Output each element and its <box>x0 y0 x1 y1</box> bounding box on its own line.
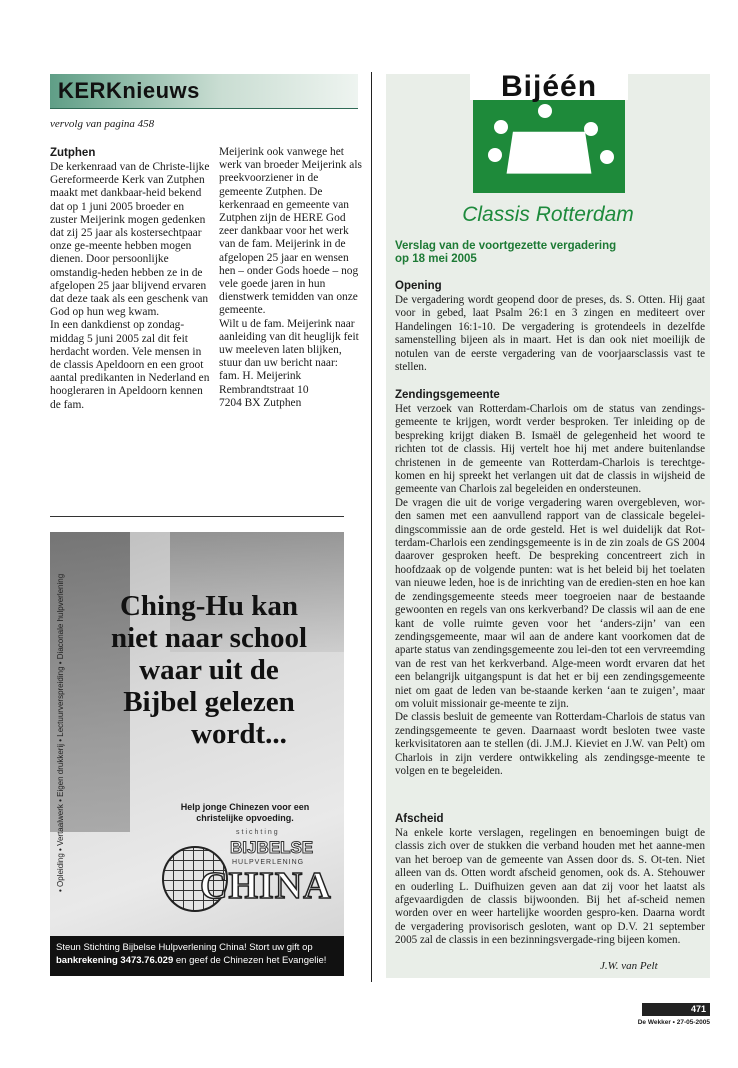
opening-text <box>395 294 705 374</box>
advertisement <box>50 532 344 976</box>
ad-headline-line: niet naar school <box>110 622 308 654</box>
bank-account: bankrekening 3473.76.029 <box>56 955 174 966</box>
ad-footer-line: Steun Stichting Bijbelse Hulpverlening China! Stort uw gift op <box>56 942 313 953</box>
heading-zendingsgemeente: Zendingsgemeente <box>395 389 500 401</box>
logo-text: Bijéén <box>500 70 598 103</box>
ad-headline <box>78 590 340 750</box>
signature: J.W. van Pelt <box>600 960 658 972</box>
report-title-line: op 18 mei 2005 <box>395 253 477 265</box>
ad-footer <box>50 936 344 976</box>
paragraph: De classis besluit de gemeente van Rotterdam-Charlois de status van zendingsgemeente te geven. Daarnaast wordt besloten twee vaste kerkvisitatoren aan te stellen (di. J.M.J. Kieviet en J.W. van Pelt) om Charlois in zijn verdere ontwikkeling als zendingsge-meente te volgen en te begeleiden. <box>395 711 705 777</box>
address-line: Rembrandtstraat 10 <box>219 383 309 396</box>
afscheid-text <box>395 827 705 948</box>
report-title <box>395 240 695 266</box>
paragraph: Meijerink ook vanwege het werk van broeder Meijerink als preekvoorziener in de gemeente Zutphen. De kerkenraad en gemeente van Zutphen zijn de HERE God zeer dankbaar voor het werk van de fam. Meijerink in de afgelopen 25 jaar en wensen hen – onder Gods hoede – nog vele goede jaren in hun dienstwerk temidden van onze gemeente. <box>219 146 362 317</box>
article-heading: Zutphen <box>50 147 96 159</box>
article-column-2 <box>219 146 364 410</box>
paragraph: De kerkenraad van de Christe-lijke Gereformeerde Kerk van Zutphen maakt met dankbaar-heid bekend dat op 1 juni 2005 broeder en zuster Meijerink mogen gedenken dat zij 25 jaar als kostersechtpaar onze ge-meente hebben mogen dienen. Door persoonlijke omstandig-heden hebben ze in de afgelopen 25 jaar blijvend ervaren dat deze taak als een geschenk van God op hun weg kwam. <box>50 161 210 319</box>
report-title-line: Verslag van de voortgezette vergadering <box>395 240 617 252</box>
person-icon <box>494 120 508 134</box>
paragraph: Na enkele korte verslagen, regelingen en benoemingen buigt de classis zich over de stukken die verband houden met het aanne-men van het beroep van de gemeente van Assen door ds. S. Ot-ten. Niet alleen van ds. Otten wordt afscheid genomen, ook ds. A. Stehouwer en ouderling L. Duifhuizen geven aan dat zij voor het laatst als afgevaardigden de classis bijwoonden. Bij het af-scheid nemen worden over en weer hartelijke woorden gespro-ken. Daarna wordt de vergadering provisorisch gesloten, want op D.V. 21 september 2005 zal de classis in een bezinningsvergade-ring bijeen komen. <box>395 827 705 947</box>
logo-bijbelse: BIJBELSE <box>230 838 314 857</box>
section-header <box>50 74 358 109</box>
ad-footer-line <box>56 954 338 967</box>
paragraph: De vragen die uit de vorige vergadering waren overgebleven, wor-den samen met een aanvullend rapport van de classicale begelei-dingscommissie aan de orde gesteld. Het is wel duidelijk dat Rot-terdam-Charlois een zendingsgemeente is in de zin zoals de GS 2004 daarover gesproken heeft. De bespreking concentreert zich in hoofdzaak op de volgende punten: wat is het beleid bij het toelaten van nieuwe leden, hoe is de inrichting van de eredien-sten en hoe kan de zendingsgemeente steeds meer toegroeien naar de bestaande gewoonten en regels van ons kerkverband? De classis wil aan de ene kant de volle ruimte geven voor het ‘anders-zijn’ van een zendingsgemeente, maar wil aan de andere kant voorkomen dat de aparte status van zendingsgemeente zou lei-den tot een vervreemding van de rest van het kerkverband. Alge-meen wordt ervaren dat het een belangrijk uitgangspunt is dat het er bij een zendingsgemeente niet om gaat de leden van be-staande kerken ‘aan te zuigen’, maar om voluit missionair ge-meente te zijn. <box>395 496 705 710</box>
ad-headline-line: Bijbel gelezen <box>123 686 295 718</box>
divider <box>50 516 344 517</box>
classis-title: Classis Rotterdam <box>462 203 634 226</box>
person-icon <box>600 150 614 164</box>
ad-headline-line: waar uit de <box>139 654 279 686</box>
ad-footer-rest: en geef de Chinezen het Evangelie! <box>173 955 327 966</box>
ad-headline-line: wordt... <box>191 718 287 750</box>
person-icon <box>584 122 598 136</box>
paragraph: Wilt u de fam. Meijerink naar aanleiding van dit heuglijk feit uw meeleven laten blijken, stuur dan uw bericht naar: <box>219 317 359 370</box>
address-line: fam. H. Meijerink <box>219 370 302 383</box>
zendingsgemeente-text <box>395 403 705 778</box>
section-title: KERKnieuws <box>58 78 200 103</box>
page-number: 471 <box>642 1003 710 1016</box>
logo-stichting: stichting <box>236 829 280 836</box>
paragraph: De vergadering wordt geopend door de preses, ds. S. Otten. Hij gaat voor in gebed, laat Psalm 26:1 en 3 zingen en mediteert over Handelingen 16:1-10. De vergadering is grotendeels in dezelfde samenstelling bijeen als in maart. Het is dan ook niet moeilijk de notulen van de eerste vergadering van de voorjaarsclassis vast te stellen. <box>395 294 705 374</box>
ad-side-text: • Opleiding • Vertaalwerk • Eigen drukkerij • Lectuurverspreiding • Diaconale hulpverlening <box>56 573 65 892</box>
ad-subline <box>150 802 340 824</box>
column-divider <box>371 72 372 982</box>
publication-meta: De Wekker • 27-05-2005 <box>637 1019 710 1026</box>
logo-china: CHINA <box>200 865 332 907</box>
paragraph: Het verzoek van Rotterdam-Charlois om de status van zendings-gemeente te krijgen, wordt verder besproken. Ter inleiding op de bespreking krijgt diaken B. Ismaël de gelegenheid het woord te richten tot de classis. Hij vertelt hoe hij met andere buitenlandse christenen in de gemeente van Rotterdam-Charlois is terechtge-komen en hij spreekt het verlangen uit dat de classis in wijsheid de gemeente van Charlois zal begeleiden en ondersteunen. <box>395 403 705 496</box>
ad-headline-line: Ching-Hu kan <box>119 590 299 622</box>
address-line: 7204 BX Zutphen <box>219 396 302 409</box>
person-icon <box>488 148 502 162</box>
person-icon <box>538 104 552 118</box>
heading-afscheid: Afscheid <box>395 813 444 825</box>
paragraph: In een dankdienst op zondag-middag 5 juni 2005 zal dit feit herdacht worden. Vele mensen in de classis Apeldoorn en een groot aantal predikanten in Nederland en hoogleraren in Apeldoorn kennen de fam. <box>50 319 210 411</box>
table-icon <box>507 132 592 174</box>
heading-opening: Opening <box>395 280 442 292</box>
continued-note: vervolg van pagina 458 <box>50 118 155 130</box>
ad-subline-line: Help jonge Chinezen voor een <box>180 802 310 812</box>
article-column-1 <box>50 161 212 412</box>
ad-subline-line: christelijke opvoeding. <box>196 813 294 823</box>
logo-hulpverlening: HULPVERLENING <box>232 859 305 866</box>
